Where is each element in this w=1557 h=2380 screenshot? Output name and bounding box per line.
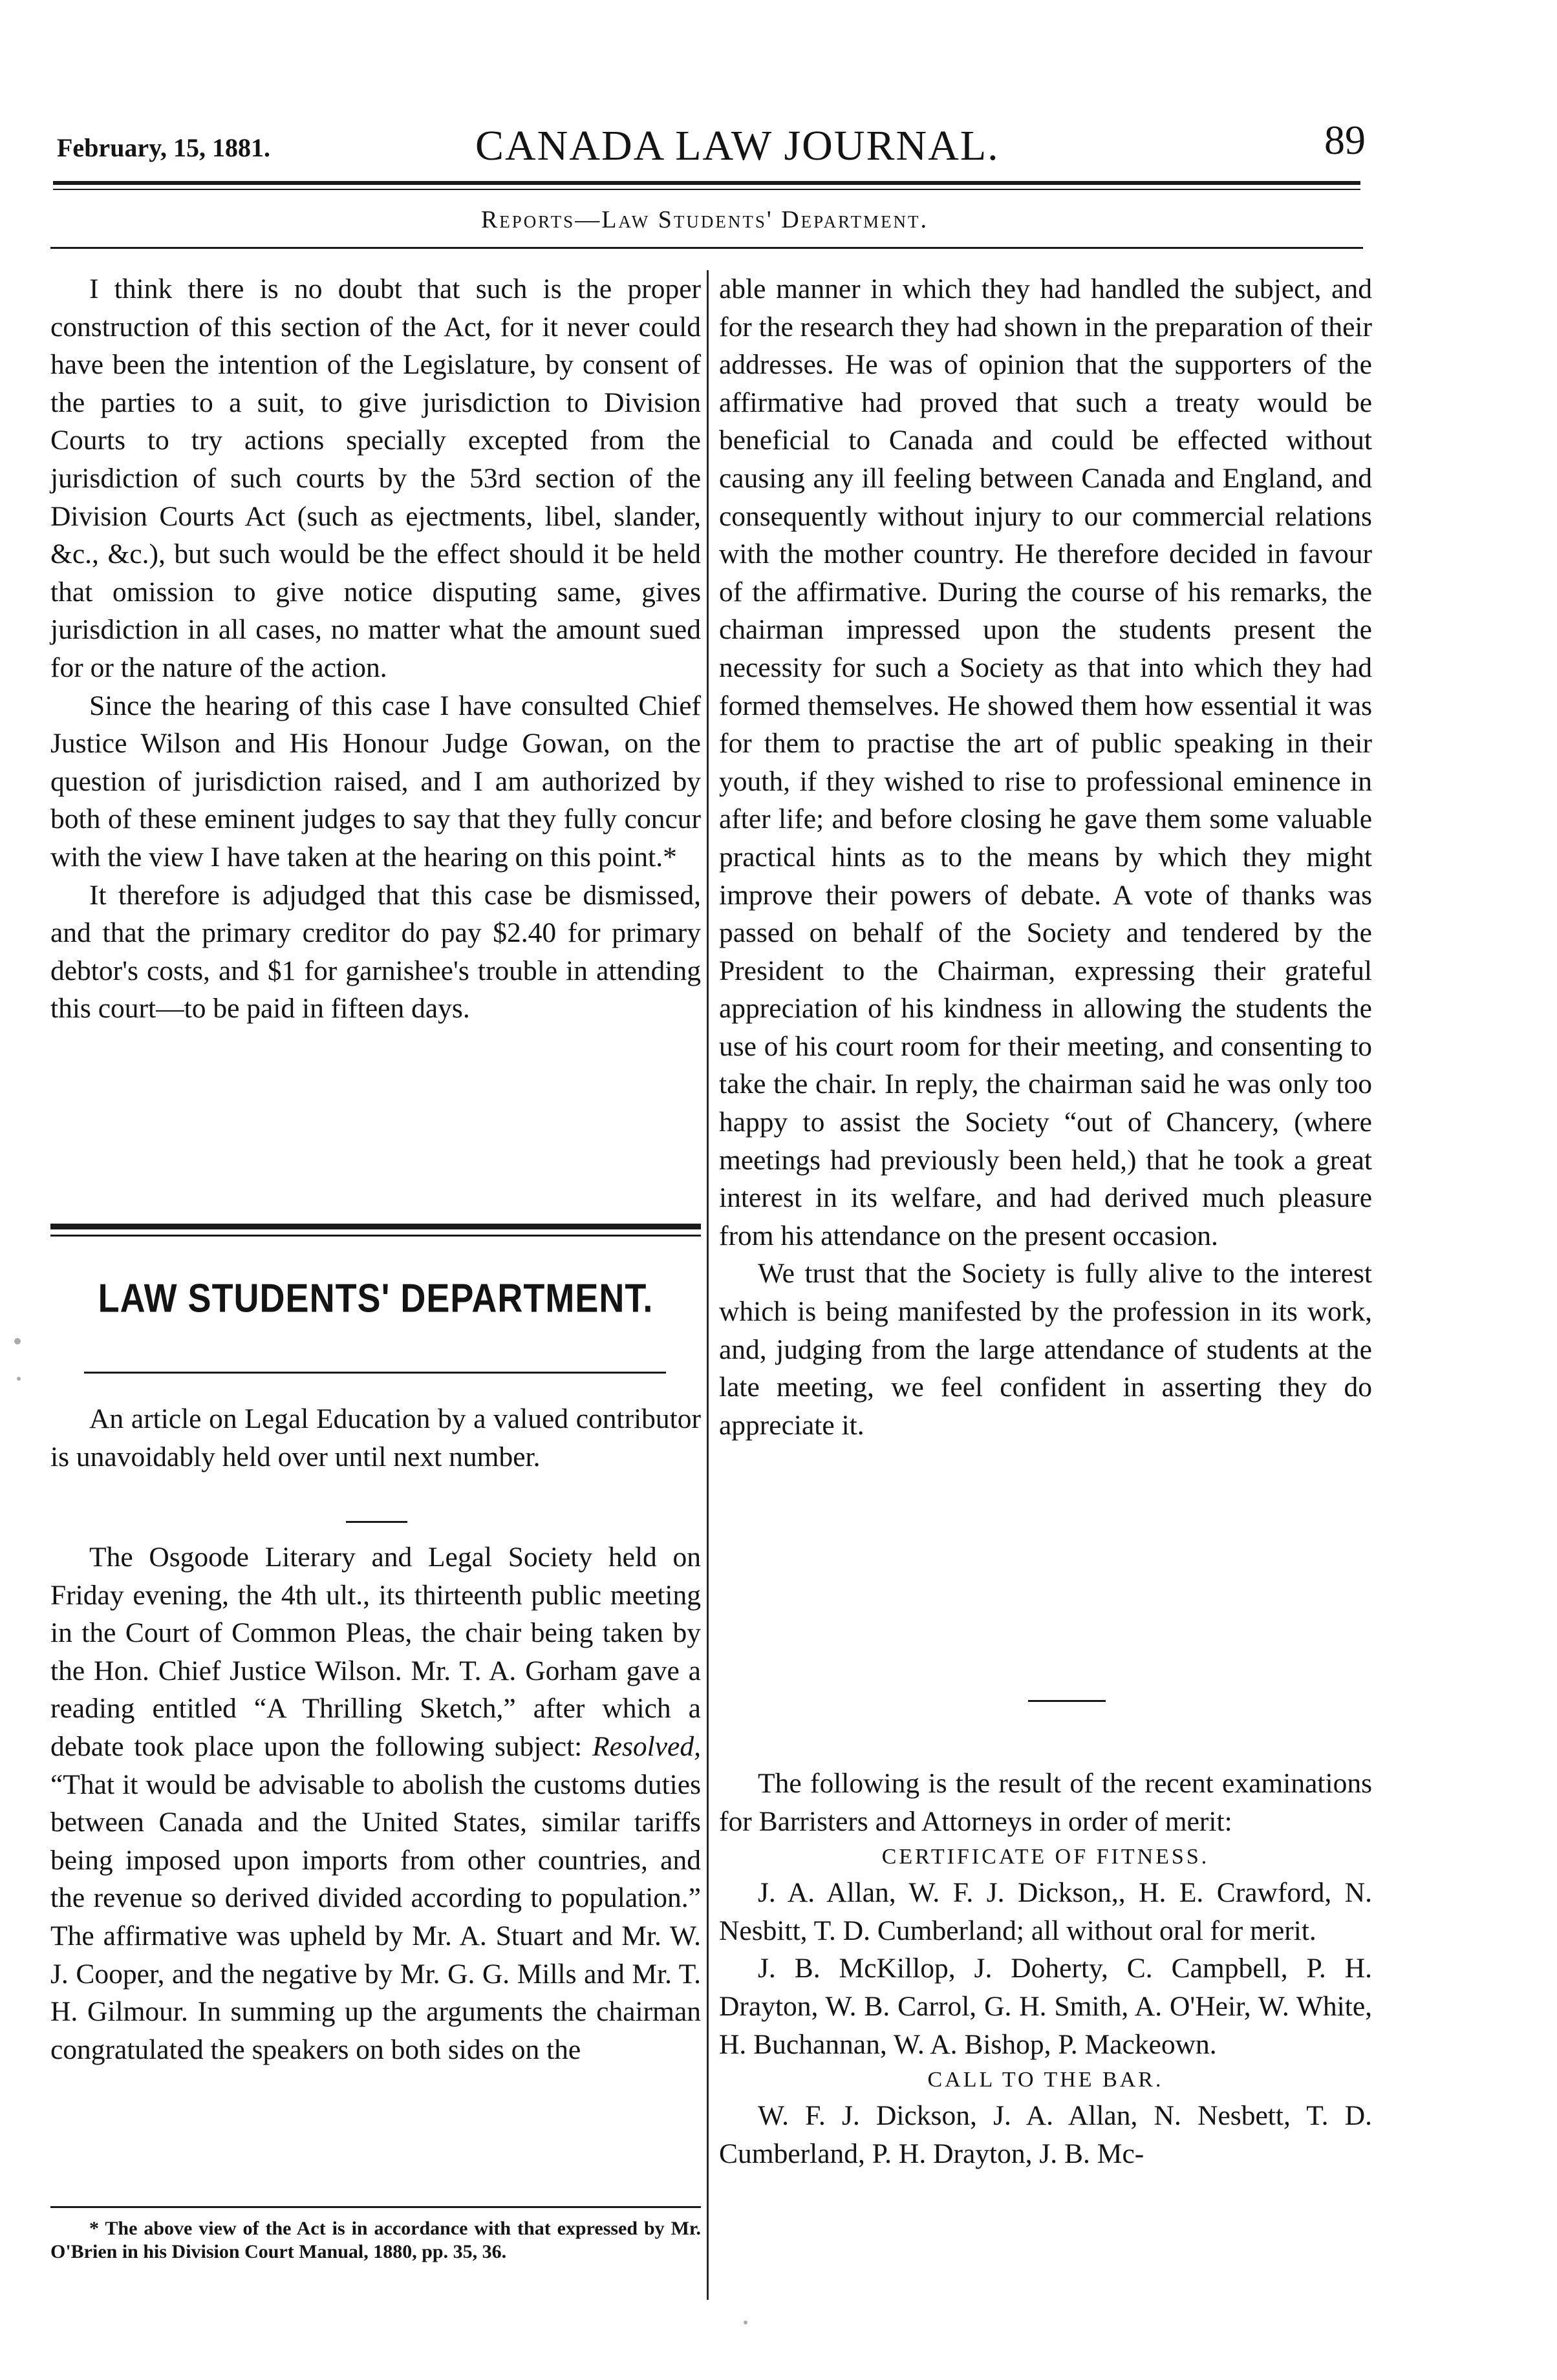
separator-rule-right bbox=[1028, 1700, 1106, 1702]
department-rule-thin bbox=[50, 1235, 701, 1237]
call-to-bar-heading: CALL TO THE BAR. bbox=[927, 2068, 1164, 2092]
page-number: 89 bbox=[1324, 117, 1366, 163]
department-heading: LAW STUDENTS' DEPARTMENT. bbox=[98, 1276, 654, 1321]
paragraph-consultation: Since the hearing of this case I have consulted Chief Justice Wilson and His Honour Judge Gowan, on the question of jurisdiction raised, and I am authorized by both of these eminent judges to say that they fully concur with the view I have taken at the hearing on this point.* bbox=[50, 690, 701, 873]
certificate-list-2: J. B. McKillop, J. Doherty, C. Campbell, P. H. Drayton, W. B. Carrol, G. H. Smith, A. O'Heir, W. White, H. Buchannan, W. A. Bishop, P. Mackeown. bbox=[719, 1953, 1372, 2060]
department-rule-heavy bbox=[50, 1224, 701, 1229]
certificate-heading: CERTIFICATE OF FITNESS. bbox=[881, 1845, 1210, 1869]
society-rest-text: “That it would be advisable to abolish the customs duties between Canada and the United States, similar tariffs being imposed upon imports from other countries, and the revenue so derived divided according to population.” The affirmative was upheld by Mr. A. Stuart and Mr. W. J. Cooper, and the negative by Mr. G. G. Mills and Mr. T. H. Gilmour. In summing up the arguments the chairman congratulated the speakers on both sides on the bbox=[50, 1769, 701, 2065]
paragraph-chairman-remarks: able manner in which they had handled the subject, and for the research they had shown in the preparation of their addresses. He was of opinion that the supporters of the affirmative had proved that such a treaty would be beneficial to Canada and could be effected without causing any ill feeling between Canada and England, and consequently without injury to our commercial relations with the mother country. He therefore decided in favour of the affirmative. During the course of his remarks, the chairman impressed upon the students present the necessity for such a Society as that into which they had formed themselves. He showed them how essential it was for them to practise the art of public speaking in their youth, if they wished to rise to professional eminence in after life; and before closing he gave them some valuable practical hints as to the means by which they might improve their powers of debate. A vote of thanks was passed on behalf of the Society and tendered by the President to the Chairman, expressing their grateful appreciation of his kindness in allowing the students the use of his court room for their meeting, and consenting to take the chair. In reply, the chairman said he was only too happy to assist the Society “out of Chancery, (where meetings had previously been held,) that he took a great interest in its welfare, and had derived much pleasure from his attendance on the present occasion. bbox=[719, 273, 1372, 1251]
left-column-society bbox=[50, 1538, 701, 2068]
paragraph-society bbox=[50, 1538, 701, 2068]
paragraph-judgment: It therefore is adjudged that this case be dismissed, and that the primary creditor do pay $2.40 for primary debtor's costs, and $1 for garnishee's trouble in attending this court—to be paid in fifteen days. bbox=[50, 879, 701, 1025]
footnote-rule bbox=[50, 2206, 701, 2208]
call-to-bar-list: W. F. J. Dickson, J. A. Allan, N. Nesbett, T. D. Cumberland, P. H. Drayton, J. B. Mc- bbox=[719, 2100, 1372, 2169]
print-speck bbox=[14, 1338, 21, 1344]
print-speck bbox=[17, 1377, 21, 1381]
journal-title: CANADA LAW JOURNAL. bbox=[475, 122, 1000, 169]
paragraph-notice: An article on Legal Education by a valued contributor is unavoidably held over until next number. bbox=[50, 1403, 701, 1472]
certificate-list-1: J. A. Allan, W. F. J. Dickson,, H. E. Crawford, N. Nesbitt, T. D. Cumberland; all without oral for merit. bbox=[719, 1877, 1372, 1946]
department-underline bbox=[84, 1372, 666, 1374]
right-column-top bbox=[719, 270, 1372, 1444]
print-speck bbox=[744, 2321, 747, 2324]
separator-rule-left bbox=[346, 1521, 407, 1523]
resolved-word: Resolved, bbox=[592, 1730, 701, 1762]
issue-date: February, 15, 1881. bbox=[57, 133, 270, 162]
left-column-notice bbox=[50, 1400, 701, 1476]
left-column-top bbox=[50, 270, 701, 1028]
footnote-text: * The above view of the Act is in accordance with that expressed by Mr. O'Brien in his Division Court Manual, 1880, pp. 35, 36. bbox=[50, 2218, 701, 2262]
right-column-results bbox=[719, 1765, 1372, 2173]
header-rule-thin bbox=[53, 189, 1360, 190]
footnote bbox=[50, 2217, 701, 2264]
column-divider bbox=[707, 270, 709, 2300]
paragraph-society-trust: We trust that the Society is fully alive to the interest which is being manifested by the profession in its work, and, judging from the large attendance of students at the late meeting, we feel confident in asserting they do appreciate it. bbox=[719, 1258, 1372, 1441]
paragraph-results-intro: The following is the result of the recent examinations for Barristers and Attorneys in order of merit: bbox=[719, 1768, 1372, 1837]
paragraph-construction: I think there is no doubt that such is the proper construction of this section of the Act, for it never could have been the intention of the Legislature, by consent of the parties to a suit, to give jurisdiction to Division Courts to try actions specially excepted from the jurisdiction of such courts by the 53rd section of the Division Courts Act (such as ejectments, libel, slander, &c., &c.), but such would be the effect should it be held that omission to give notice disputing same, gives jurisdiction in all cases, no matter what the amount sued for or the nature of the action. bbox=[50, 273, 701, 683]
section-title: Reports—Law Students' Department. bbox=[480, 206, 929, 233]
section-rule bbox=[50, 247, 1363, 249]
society-intro-text: The Osgoode Literary and Legal Society held on Friday evening, the 4th ult., its thirteenth public meeting in the Court of Common Pleas, the chair being taken by the Hon. Chief Justice Wilson. Mr. T. A. Gorham gave a reading entitled “A Thrilling Sketch,” after which a debate took place upon the following subject: bbox=[50, 1542, 701, 1762]
header-rule-thick bbox=[53, 181, 1360, 185]
